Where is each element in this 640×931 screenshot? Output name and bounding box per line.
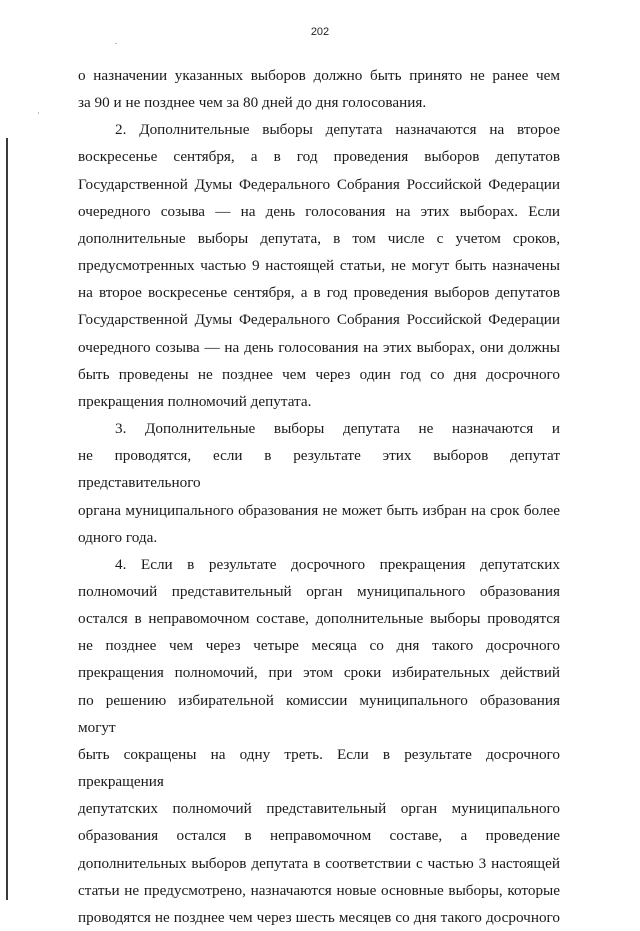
- text-line: быть проведены не позднее чем через один год со дня досрочного: [78, 365, 560, 383]
- page-number: 202: [310, 26, 330, 38]
- text-line: 4. Если в результате досрочного прекращения депутатских: [115, 555, 560, 573]
- text-line: проводятся не позднее чем через шесть месяцев со дня такого досрочного: [78, 908, 560, 926]
- text-line: Государственной Думы Федерального Собрания Российской Федерации: [78, 175, 560, 193]
- text-line: предусмотренных частью 9 настоящей статьи, не могут быть назначены: [78, 257, 560, 275]
- text-line: быть сокращены на одну треть. Если в результате досрочного прекращения: [78, 745, 560, 791]
- text-line: остался в неправомочном составе, дополнительные выборы проводятся: [78, 610, 560, 628]
- text-line: на второе воскресенье сентября, а в год проведения выборов депутатов: [78, 284, 560, 302]
- text-line: очередного созыва — на день голосования на этих выборах, они должны: [78, 338, 560, 356]
- text-line: прекращения полномочий, при этом сроки избирательных действий: [78, 664, 560, 682]
- text-line: по решению избирательной комиссии муниципального образования могут: [78, 691, 560, 736]
- text-line: о назначении указанных выборов должно быть принято не ранее чем: [78, 67, 560, 84]
- text-line: депутатских полномочий представительный орган муниципального: [78, 800, 560, 818]
- body-text: [78, 62, 560, 931]
- text-line: дополнительных выборов депутата в соответствии с частью 3 настоящей: [78, 854, 560, 872]
- scan-edge-shadow: [6, 138, 8, 900]
- text-line: воскресенье сентября, а в год проведения выборов депутатов: [78, 148, 560, 166]
- text-line: образования остался в неправомочном составе, а проведение: [78, 827, 560, 845]
- text-line: прекращения полномочий депутата.: [78, 392, 312, 410]
- scan-speck: [38, 112, 39, 114]
- text-line: не проводятся, если в результате этих выборов депутат представительного: [78, 447, 560, 492]
- text-line: полномочий представительный орган муниципального образования: [78, 582, 560, 600]
- text-line: органа муниципального образования не может быть избран на срок более: [78, 501, 560, 519]
- text-line: одного года.: [78, 528, 158, 546]
- text-line: 2. Дополнительные выборы депутата назначаются на второе: [115, 121, 560, 139]
- text-line: Государственной Думы Федерального Собрания Российской Федерации: [78, 311, 560, 329]
- text-line: 3. Дополнительные выборы депутата не назначаются и: [115, 420, 560, 438]
- scan-speck: [115, 43, 117, 44]
- text-line: очередного созыва — на день голосования на этих выборах. Если: [78, 202, 560, 220]
- text-line: не позднее чем через четыре месяца со дня такого досрочного: [78, 637, 560, 655]
- text-line: за 90 и не позднее чем за 80 дней до дня голосования.: [78, 94, 427, 112]
- text-line: дополнительные выборы депутата, в том числе с учетом сроков,: [78, 229, 560, 247]
- text-line: статьи не предусмотрено, назначаются новые основные выборы, которые: [78, 881, 560, 899]
